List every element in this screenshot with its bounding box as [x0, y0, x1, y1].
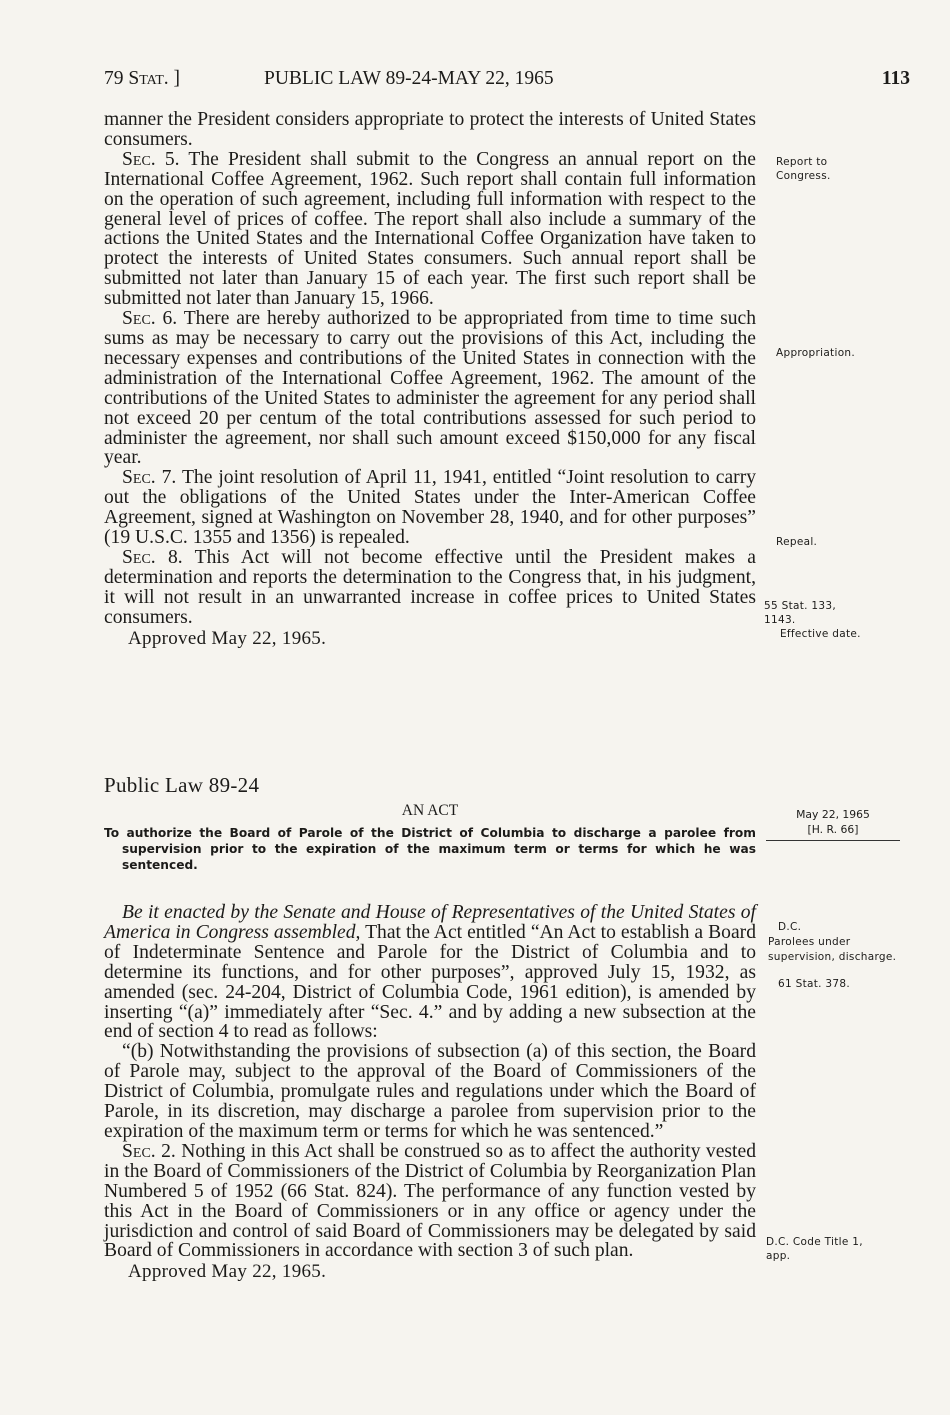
subsection-b: “(b) Notwithstanding the provisions of subsection (a) of this section, the Board of Parole may, subject to the approval of the Board of Commissioners of the District of Columbia, promulgate rules and regulations under which the Board of Parole, in its discretion, may discharge a parolee from supervision prior to the expiration of the maximum term or terms for which he was sentenced.” [104, 1041, 756, 1142]
section-8 [104, 548, 756, 628]
paragraph-continued: manner the President considers appropriate to protect the interests of United States consumers. [104, 109, 756, 150]
running-title: PUBLIC LAW 89-24-MAY 22, 1965 [264, 68, 554, 89]
public-law-title: Public Law 89-24 [104, 773, 260, 797]
enacting-clause: Be it enacted by the Senate and House of Representatives of the United States of America in Congress assembled, [104, 902, 756, 943]
section-label: Sec. 7. [122, 467, 177, 489]
section-label: Sec. 2. [122, 1140, 176, 1162]
act-purpose [104, 825, 756, 873]
margin-note-appropriation: Appropriation. [776, 347, 856, 359]
stat-volume: 79 Stat. ] [104, 68, 181, 89]
margin-note-effective: Effective date. [780, 628, 861, 640]
section-label: Sec. 5. [122, 148, 180, 170]
approved-date: Approved May 22, 1965. [128, 627, 327, 649]
margin-note-report: Report to Congress. [776, 156, 831, 182]
enacting-text: That the Act entitled “An Act to establish a Board of Indeterminate Sentence and Parole for the District of Columbia and to determine its functions, and for other purposes”, approved July 15, 1932, as amended (sec. 24-204, District of Columbia Code, 1961 edition), is amended by inserting “(a)” immediately after “Sec. 4.” and by adding a new subsection at the end of section 4 to read as follows: [104, 921, 756, 1043]
section-5 [104, 150, 756, 309]
parole-act-section [104, 903, 756, 1283]
page-number: 113 [881, 68, 910, 89]
section-text: There are hereby authorized to be appropriated from time to time such sums as may be necessary to carry out the provisions of this Act, including the necessary expenses and contributions of the United States in connection with the administration of the International Coffee Agreement, 1962. The amount of the contributions of the United States to administer the agreement for any period shall not exceed 20 per centum of the total contributions assessed for such period to administer the agreement, nor shall such amount exceed $150,000 for any fiscal year. [104, 308, 757, 469]
margin-note-dc: D.C. [778, 921, 802, 933]
page-header [104, 68, 910, 94]
section-2 [104, 1142, 756, 1261]
section-6 [104, 309, 756, 468]
coffee-act-section [104, 110, 756, 650]
margin-note-stat-61: 61 Stat. 378. [778, 978, 850, 990]
approved-date: Approved May 22, 1965. [128, 1261, 327, 1283]
margin-note-repeal: Repeal. [776, 536, 818, 548]
section-label: Sec. 6. [122, 308, 178, 330]
margin-note-dc-code: D.C. Code Title 1, app. [766, 1236, 863, 1262]
margin-note-parolees: Parolees under supervision, discharge. [768, 936, 897, 963]
enacting-paragraph [104, 903, 756, 1042]
enactment-date: May 22, 1965 [796, 808, 870, 821]
section-label: Sec. 8. [122, 546, 183, 568]
section-text: This Act will not become effective until the President makes a determination and reports the determination to the Congress that, in his judgment, it will not result in an unwarranted increase in coffee prices to United States consumers. [104, 546, 756, 628]
section-7 [104, 468, 756, 548]
section-text: The President shall submit to the Congress an annual report on the International Coffee Agreement, 1962. Such report shall contain full information on the operation of such agreement, including full information with respect to the general level of prices of coffee. The report shall also include a summary of the actions the United States and the International Coffee Organization have taken to protect the interests of United States consumers. Such annual report shall be submitted not later than January 15 of each year. The first such report shall be submitted not later than January 15, 1966. [104, 148, 757, 310]
bill-number: [H. R. 66] [807, 822, 859, 836]
section-text: Nothing in this Act shall be construed so as to affect the authority vested in the Board of Commissioners of the District of Columbia by Reorganization Plan Numbered 5 of 1952 (66 Stat. 824). The performance of any function vested by this Act in the Board of Commissioners or in any office or agency under the jurisdiction and control of said Board of Commissioners may be delegated by said Board of Commissioners in accordance with section 3 of such plan. [104, 1140, 756, 1262]
act-heading: AN ACT [401, 802, 459, 819]
enactment-date-box [766, 808, 900, 841]
section-text: The joint resolution of April 11, 1941, entitled “Joint resolution to carry out the obligations of the United States under the Inter-American Coffee Agreement, signed at Washington on November 28, 1940, and for other purposes” (19 U.S.C. 1355 and 1356) is repealed. [104, 467, 757, 549]
margin-note-stat-55: 55 Stat. 133, 1143. [764, 600, 836, 626]
purpose-text: To authorize the Board of Parole of the District of Columbia to discharge a parolee from supervision prior to the expiration of the maximum term or terms for which he was sentenced. [104, 826, 756, 872]
